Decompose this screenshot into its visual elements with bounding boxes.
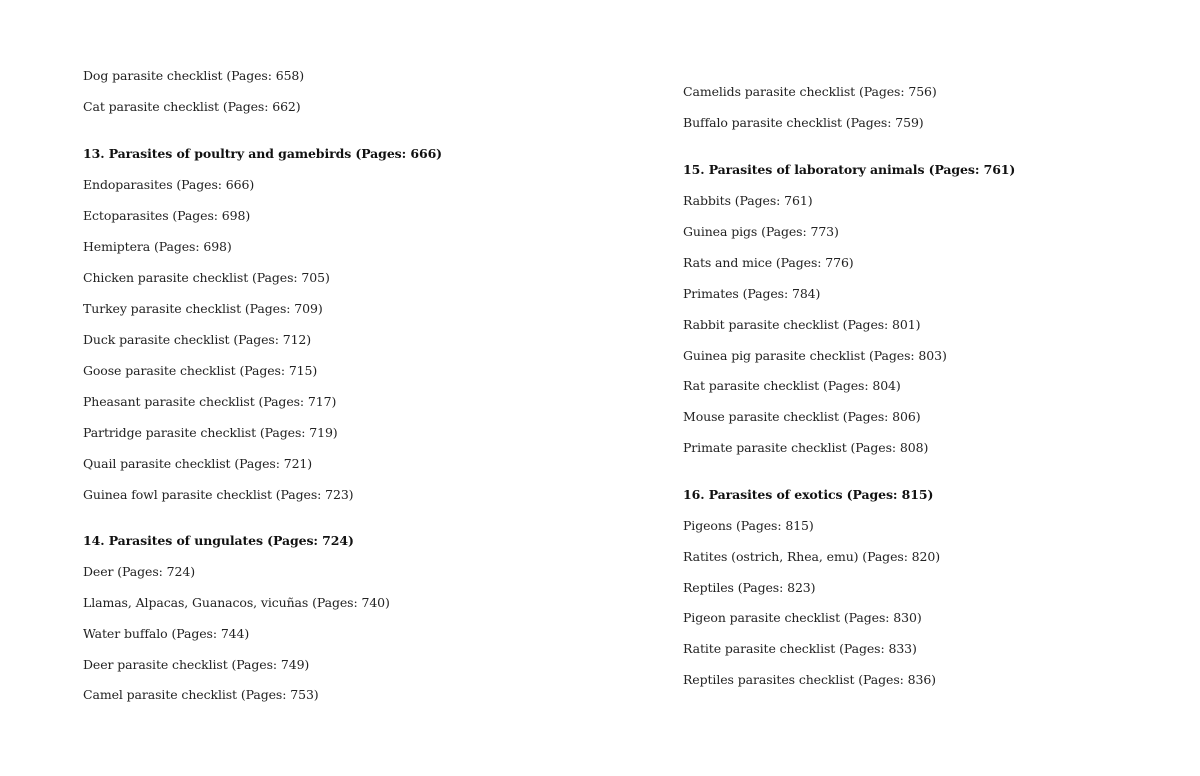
toc-entry-pigeons[interactable]: Pigeons (Pages: 815) [683,518,814,533]
toc-entry-ratites[interactable]: Ratites (ostrich, Rhea, emu) (Pages: 820) [683,549,941,564]
toc-section-heading-14[interactable]: 14. Parasites of ungulates (Pages: 724) [83,533,354,548]
toc-entry-cat-checklist[interactable]: Cat parasite checklist (Pages: 662) [83,99,301,114]
toc-entry-duck-checklist[interactable]: Duck parasite checklist (Pages: 712) [83,332,312,347]
toc-entry-ectoparasites[interactable]: Ectoparasites (Pages: 698) [83,208,251,223]
toc-entry-dog-checklist[interactable]: Dog parasite checklist (Pages: 658) [83,68,305,83]
toc-entry-guinea-pigs[interactable]: Guinea pigs (Pages: 773) [683,224,839,239]
toc-entry-pigeon-checklist[interactable]: Pigeon parasite checklist (Pages: 830) [683,610,922,625]
toc-section-heading-13[interactable]: 13. Parasites of poultry and gamebirds (Pages: 666) [83,146,442,161]
toc-entry-partridge-checklist[interactable]: Partridge parasite checklist (Pages: 719) [83,425,338,440]
toc-entry-primate-checklist[interactable]: Primate parasite checklist (Pages: 808) [683,440,929,455]
toc-entry-buffalo-checklist[interactable]: Buffalo parasite checklist (Pages: 759) [683,115,924,130]
toc-section-heading-15[interactable]: 15. Parasites of laboratory animals (Pages: 761) [683,162,1016,177]
toc-entry-deer-checklist[interactable]: Deer parasite checklist (Pages: 749) [83,657,310,672]
toc-entry-reptiles[interactable]: Reptiles (Pages: 823) [683,580,816,595]
toc-entry-endoparasites[interactable]: Endoparasites (Pages: 666) [83,177,255,192]
toc-entry-goose-checklist[interactable]: Goose parasite checklist (Pages: 715) [83,363,318,378]
toc-entry-quail-checklist[interactable]: Quail parasite checklist (Pages: 721) [83,456,313,471]
toc-entry-rat-checklist[interactable]: Rat parasite checklist (Pages: 804) [683,378,901,393]
toc-entry-guinea-pig-checklist[interactable]: Guinea pig parasite checklist (Pages: 803) [683,348,947,363]
toc-entry-rabbit-checklist[interactable]: Rabbit parasite checklist (Pages: 801) [683,317,921,332]
toc-entry-turkey-checklist[interactable]: Turkey parasite checklist (Pages: 709) [83,301,323,316]
toc-entry-ratite-checklist[interactable]: Ratite parasite checklist (Pages: 833) [683,641,917,656]
toc-entry-deer[interactable]: Deer (Pages: 724) [83,564,195,579]
toc-entry-rabbits[interactable]: Rabbits (Pages: 761) [683,193,813,208]
toc-section-heading-16[interactable]: 16. Parasites of exotics (Pages: 815) [683,487,934,502]
toc-entry-pheasant-checklist[interactable]: Pheasant parasite checklist (Pages: 717) [83,394,337,409]
toc-entry-guinea-fowl-checklist[interactable]: Guinea fowl parasite checklist (Pages: 723) [83,487,354,502]
toc-entry-camel-checklist[interactable]: Camel parasite checklist (Pages: 753) [83,687,319,702]
toc-entry-llamas-alpacas[interactable]: Llamas, Alpacas, Guanacos, vicuñas (Pages: 740) [83,595,390,610]
toc-entry-hemiptera[interactable]: Hemiptera (Pages: 698) [83,239,232,254]
toc-entry-reptiles-checklist[interactable]: Reptiles parasites checklist (Pages: 836) [683,672,936,687]
toc-entry-rats-and-mice[interactable]: Rats and mice (Pages: 776) [683,255,854,270]
toc-entry-mouse-checklist[interactable]: Mouse parasite checklist (Pages: 806) [683,409,921,424]
toc-entry-water-buffalo[interactable]: Water buffalo (Pages: 744) [83,626,250,641]
toc-entry-chicken-checklist[interactable]: Chicken parasite checklist (Pages: 705) [83,270,330,285]
toc-entry-camelids-checklist[interactable]: Camelids parasite checklist (Pages: 756) [683,84,937,99]
toc-entry-primates[interactable]: Primates (Pages: 784) [683,286,821,301]
